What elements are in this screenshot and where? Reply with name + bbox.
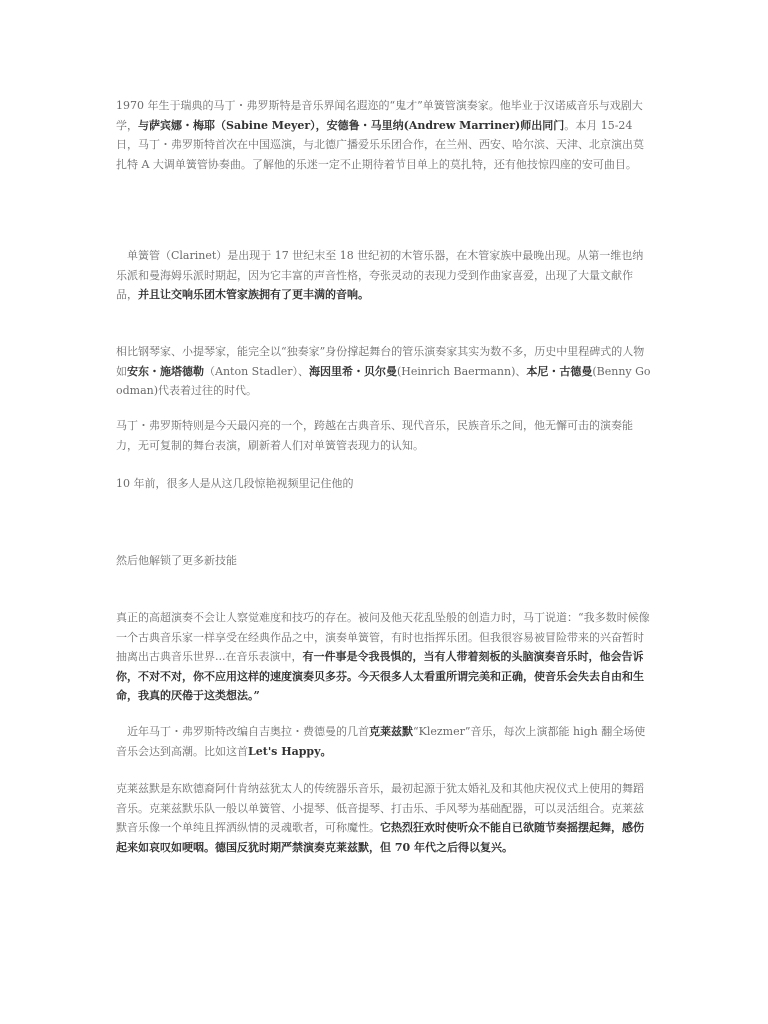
paragraph-today: 马丁・弗罗斯特则是今天最闪亮的一个，跨越在古典音乐、现代音乐，民族音乐之间，他无懈可击的演奏能力，无可复制的舞台表演，刷新着人们对单簧管表现力的认知。 bbox=[116, 419, 633, 452]
paragraph-klezmer bbox=[116, 779, 652, 857]
bold-text: 它热烈狂欢时使听众不能自已欲随节奏摇摆起舞，感伤起来如哀叹如哽咽。德国反犹时期严禁演奏克莱兹默，但 70 年代之后得以复兴。 bbox=[116, 821, 644, 854]
paragraph-clarinet bbox=[116, 246, 652, 305]
bold-text: Let's Happy。 bbox=[248, 744, 332, 758]
text: (Benny Goodman)代表着过往的时代。 bbox=[116, 364, 651, 397]
bold-text: 克莱兹默 bbox=[369, 725, 413, 738]
paragraph-intro bbox=[116, 96, 652, 174]
text: 真正的高超演奏不会让人察觉难度和技巧的存在。被问及他天花乱坠般的创造力时，马丁说道：“我多数时候像一个古典音乐家一样享受在经典作品之中，演奏单簧管，有时也指挥乐团。但我很容易被冒险带来的兴奋暂时抽离出古典音乐世界...在音乐表演中， bbox=[116, 611, 650, 663]
text: （Anton Stadler）、 bbox=[204, 364, 309, 378]
bold-text: 并且让交响乐团木管家族拥有了更丰满的音响。 bbox=[138, 288, 369, 301]
text: “Klezmer”音乐，每次上演都能 high 翻全场使音乐会达到高潮。比如这首 bbox=[116, 725, 646, 758]
text: 克莱兹默是东欧德裔阿什肯纳兹犹太人的传统器乐音乐，最初起源于犹太婚礼及和其他庆祝仪式上使用的舞蹈音乐。克莱兹默乐队一般以单簧管、小提琴、低音提琴、打击乐、手风琴为基础配器，可以灵活组合。克莱兹默音乐像一个单纯且挥洒纵情的灵魂歌者，可称魔性。 bbox=[116, 782, 644, 834]
paragraph-quote bbox=[116, 608, 652, 706]
text: (Heinrich Baermann)、 bbox=[397, 364, 527, 378]
bold-text: 与萨宾娜・梅耶（Sabine Meyer），安德鲁・马里纳(Andrew Marriner)师出同门 bbox=[138, 118, 565, 132]
text: 单簧管（Clarinet）是出现于 17 世纪末至 18 世纪初的木管乐器，在木管家族中最晚出现。从第一维也纳乐派和曼海姆乐派时期起，因为它丰富的声音性格，夸张灵动的表现力受到作曲家喜爱，出现了大量文献作品， bbox=[116, 249, 644, 301]
bold-text: 本尼・古德曼 bbox=[526, 364, 593, 378]
paragraph-history bbox=[116, 342, 652, 401]
bold-text: 安东・施塔德勒 bbox=[127, 364, 204, 378]
text: 近年马丁・弗罗斯特改编自吉奥拉・费德曼的几首 bbox=[127, 725, 369, 738]
text: 1970 年生于瑞典的马丁・弗罗斯特是音乐界闻名遐迩的“鬼才”单簧管演奏家。他毕业于汉诺威音乐与戏剧大学， bbox=[116, 99, 643, 132]
bold-text: 有一件事是令我畏惧的，当有人带着刻板的头脑演奏音乐时，他会告诉你，不对不对，你不应用这样的速度演奏贝多芬。今天很多人太看重所谓完美和正确，使音乐会失去自由和生命，我真的厌倦于这类想法。” bbox=[116, 650, 644, 702]
text: 。本月 15-24 日，马丁・弗罗斯特首次在中国巡演，与北德广播爱乐乐团合作，在兰州、西安、哈尔滨、天津、北京演出莫扎特 A 大调单簧管协奏曲。了解他的乐迷一定不止期待着节目单上的莫扎特，还有他技惊四座的安可曲目。 bbox=[116, 118, 644, 171]
text: 相比钢琴家、小提琴家，能完全以“独奏家”身份撑起舞台的管乐演奏家其实为数不多，历史中里程碑式的人物如 bbox=[116, 345, 645, 378]
bold-text: 海因里希・贝尔曼 bbox=[309, 364, 397, 378]
paragraph-new-skills: 然后他解锁了更多新技能 bbox=[116, 554, 237, 567]
paragraph-klezmer-intro bbox=[116, 722, 652, 761]
paragraph-videos: 10 年前，很多人是从这几段惊艳视频里记住他的 bbox=[116, 477, 354, 490]
